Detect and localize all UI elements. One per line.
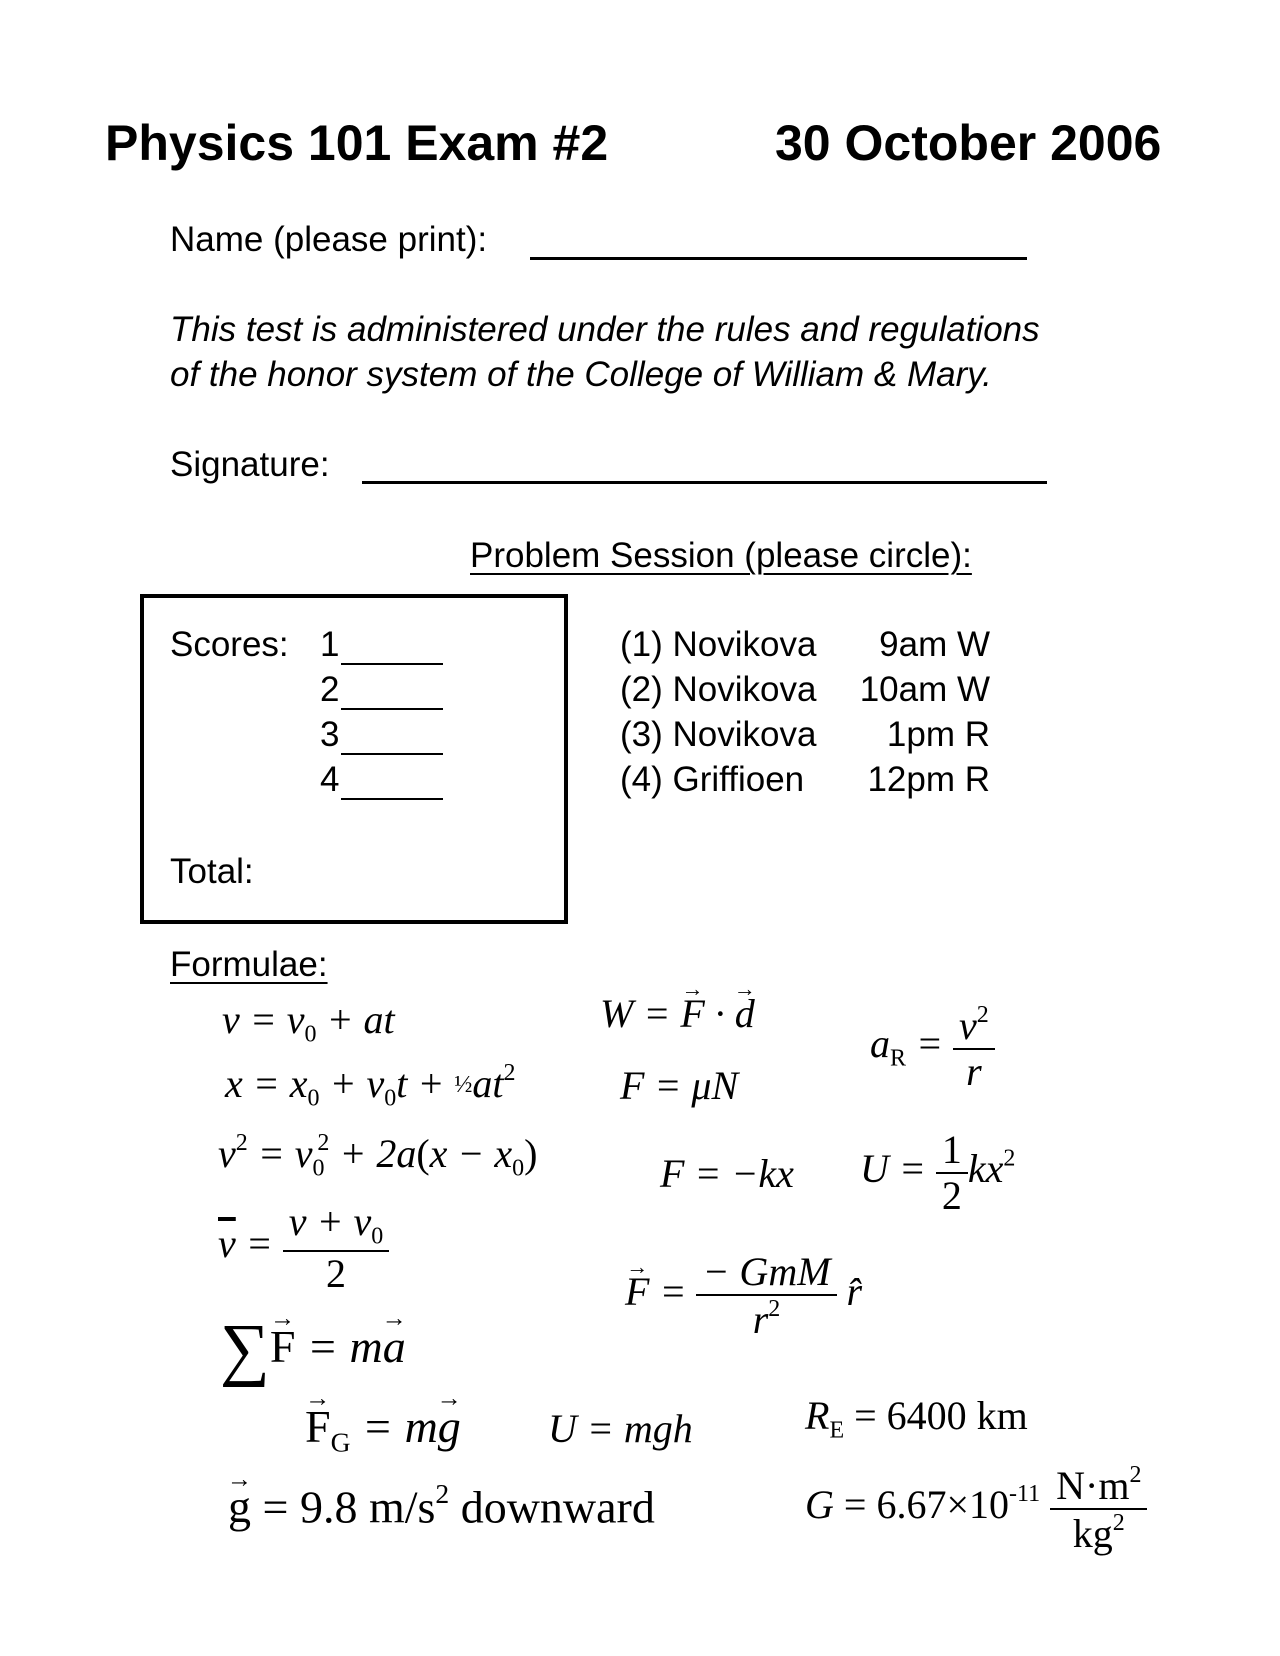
total-label: Total: — [170, 852, 254, 891]
formula-average-velocity: $\overline{v}$ = $\frac{v + v_0}{2}$ — [218, 1200, 389, 1296]
signature-label: Signature: — [170, 445, 330, 484]
session-label: (1) Novikova — [620, 625, 817, 664]
formula-gravitation: → F = $\frac{\text{− GmM}}{r^2}$ r̂ — [625, 1250, 862, 1342]
exam-title: Physics 101 Exam #2 — [105, 115, 609, 171]
session-label: (3) Novikova — [620, 715, 817, 754]
session-time: 12pm R — [867, 760, 990, 799]
score-number: 2 — [320, 670, 340, 709]
problem-session-heading: Problem Session (please circle): — [470, 536, 972, 575]
formula-position-time: $x = x_0 + v_0t$ + $\frac{1}{2}at^2$ — [225, 1060, 516, 1112]
formula-g-value: → g = 9.8 $m/s^2$ downward — [228, 1478, 655, 1533]
session-label: (2) Novikova — [620, 670, 817, 709]
honor-statement-line2: of the honor system of the College of William & Mary. — [170, 355, 992, 394]
honor-statement-line1: This test is administered under the rules and regulations — [170, 310, 1040, 349]
formula-spring-energy: U = $\frac{1}{2}$ $kx^2$ — [860, 1127, 1016, 1218]
formula-centripetal: $a_R$ = $\frac{v^2}{r}$ — [870, 1002, 995, 1094]
score-row-3[interactable] — [320, 715, 443, 755]
formula-gravitational-pe: U = mgh — [548, 1406, 693, 1451]
session-time: 10am W — [859, 670, 990, 709]
name-label: Name (please print): — [170, 220, 488, 259]
score-line — [341, 631, 443, 665]
formula-velocity-squared: $v^2 = v_0^2 + 2a(x - x_0)$ — [218, 1130, 538, 1182]
formula-gravitational-constant: $G = 6.67\times 10^{-11}$ $\frac{N\cdot m^2}{kg^2}$ — [805, 1462, 1147, 1556]
session-time: 1pm R — [886, 715, 990, 754]
score-number: 4 — [320, 760, 340, 799]
formula-weight: → $F_G = m\to g$ — [305, 1400, 461, 1459]
session-option-3[interactable] — [620, 715, 990, 755]
formula-hooke: F = −kx — [660, 1151, 794, 1196]
formula-friction: F = μN — [620, 1063, 739, 1108]
formula-newton-second: ∑→ F = m→ a — [220, 1310, 406, 1390]
session-time: 9am W — [879, 625, 990, 664]
score-line — [341, 676, 443, 710]
score-number: 3 — [320, 715, 340, 754]
score-number: 1 — [320, 625, 340, 664]
formula-work: W = → F · → d — [600, 990, 755, 1037]
name-field[interactable] — [530, 257, 1027, 260]
signature-field[interactable] — [362, 481, 1047, 484]
scores-label: Scores: — [170, 625, 289, 664]
formula-velocity-time: $v = v_0$ + at — [222, 997, 395, 1048]
formula-earth-radius: $R_E = 6400$ km — [805, 1393, 1028, 1444]
session-option-1[interactable] — [620, 625, 990, 665]
score-row-4[interactable] — [320, 760, 443, 800]
session-option-4[interactable] — [620, 760, 990, 800]
session-label: (4) Griffioen — [620, 760, 805, 799]
score-row-2[interactable] — [320, 670, 443, 710]
score-row-1[interactable] — [320, 625, 443, 665]
score-line — [341, 721, 443, 755]
score-line — [341, 766, 443, 800]
formulae-heading: Formulae: — [170, 945, 328, 984]
exam-date: 30 October 2006 — [775, 115, 1162, 171]
session-option-2[interactable] — [620, 670, 990, 710]
